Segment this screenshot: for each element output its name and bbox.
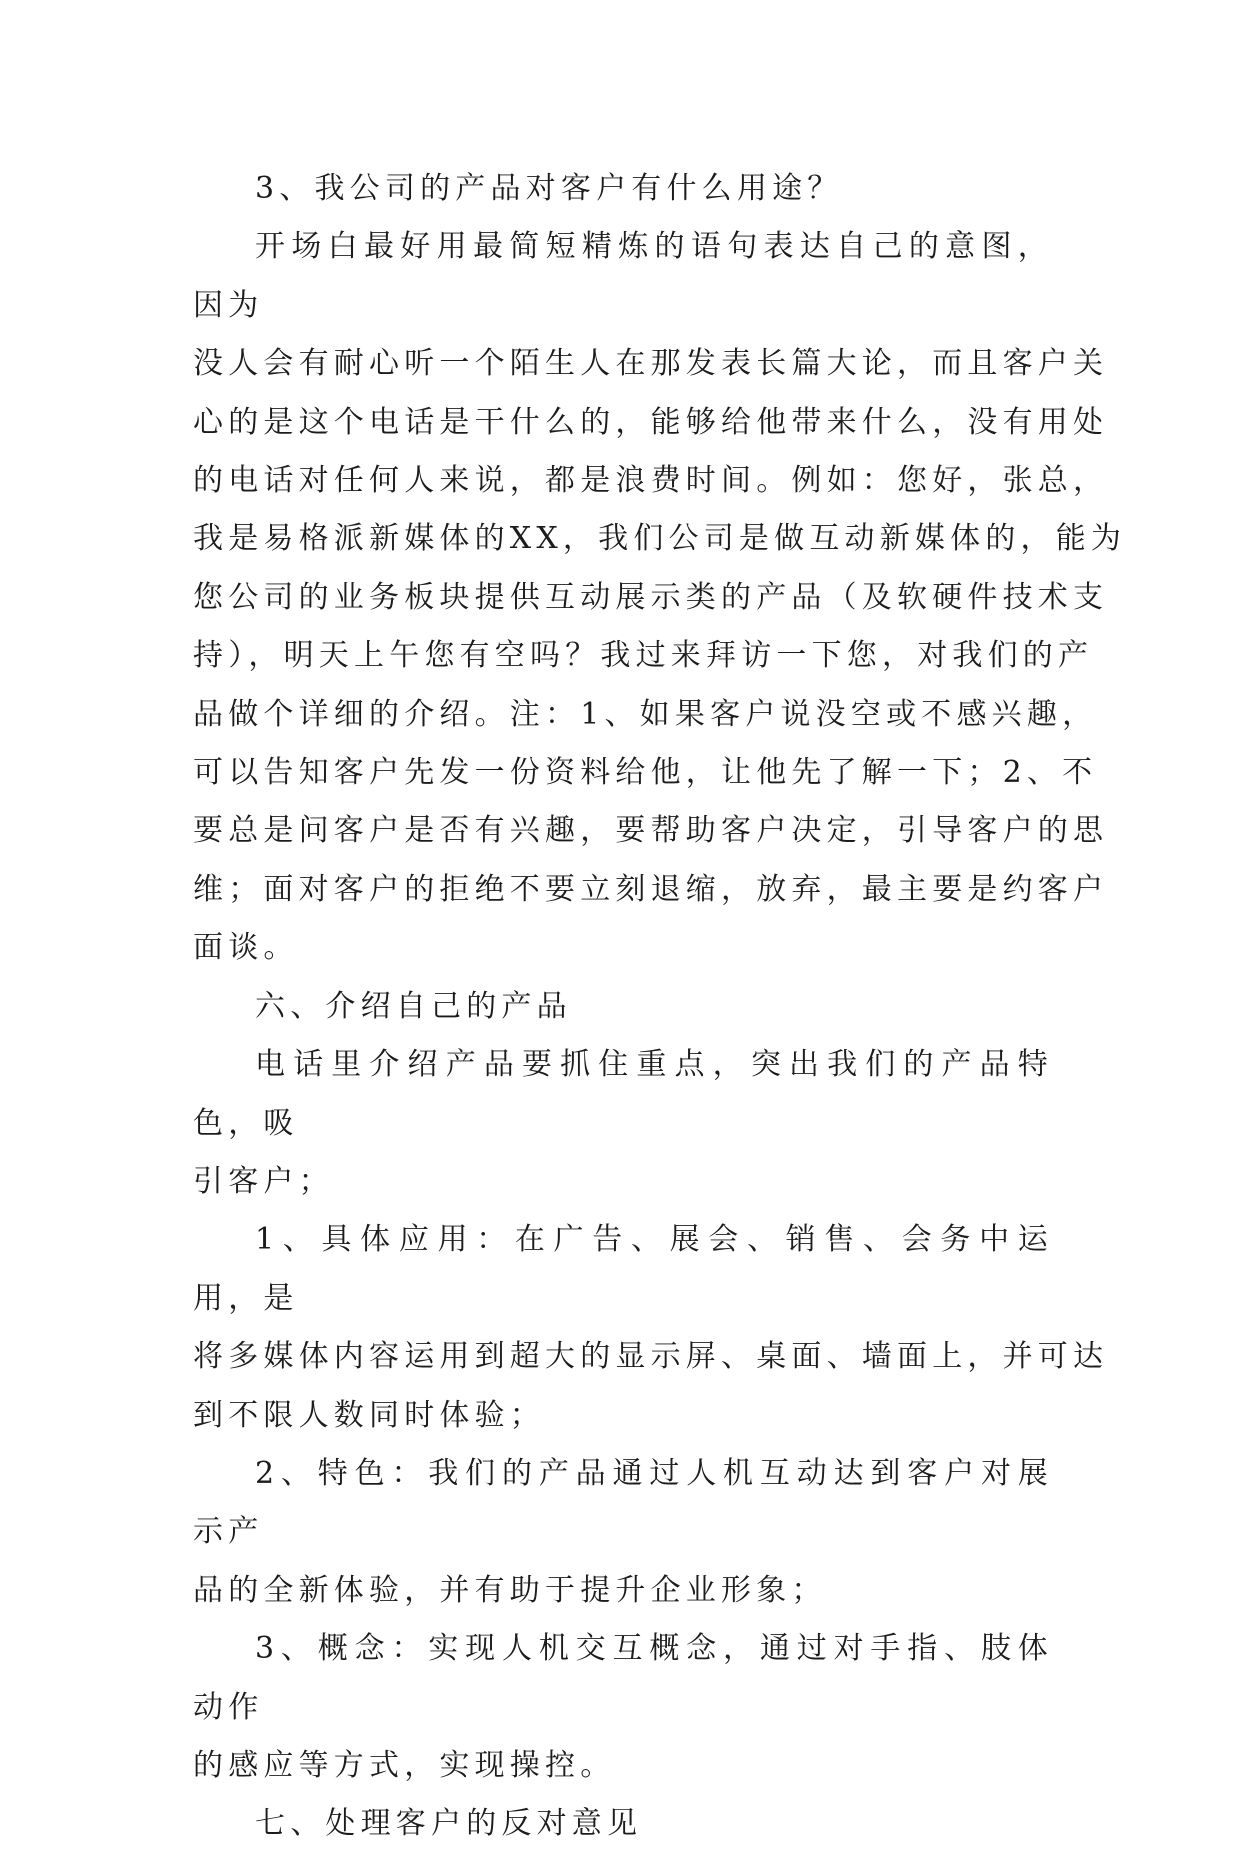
text-line: 您公司的业务板块提供互动展示类的产品（及软硬件技术支	[193, 579, 1109, 615]
text-line: 1、具体应用：在广告、展会、销售、会务中运用，是	[193, 1222, 1053, 1316]
document-body	[193, 160, 1127, 1854]
text-line: 可以告知客户先发一份资料给他，让他先了解一下；2、不	[193, 755, 1098, 791]
paragraph-concept	[193, 1620, 1053, 1795]
paragraph-application	[193, 1211, 1109, 1445]
text-line: 品做个详细的介绍。注：1、如果客户说没空或不感兴趣，	[193, 696, 1098, 732]
paragraph-phone-intro	[193, 1036, 1053, 1211]
text-line: 我是易格派新媒体的XX，我们公司是做互动新媒体的，能为	[193, 521, 1127, 557]
text-line: 3、概念：实现人机交互概念，通过对手指、肢体动作	[193, 1631, 1053, 1725]
paragraph-product-use-question: 3、我公司的产品对客户有什么用途？	[255, 171, 843, 206]
text-line: 电话里介绍产品要抓住重点，突出我们的产品特色，吸	[193, 1047, 1053, 1141]
text-line: 心的是这个电话是干什么的，能够给他带来什么，没有用处	[193, 404, 1109, 440]
text-line: 开场白最好用最简短精炼的语句表达自己的意图，因为	[193, 229, 1053, 323]
text-line: 引客户；	[193, 1163, 334, 1199]
paragraph-features	[193, 1445, 1053, 1620]
text-line: 维；面对客户的拒绝不要立刻退缩，放弃，最主要是约客户	[193, 871, 1109, 907]
text-line: 到不限人数同时体验；	[193, 1397, 545, 1433]
text-line: 没人会有耐心听一个陌生人在那发表长篇大论，而且客户关	[193, 346, 1109, 382]
paragraph-opening-remarks	[193, 218, 1127, 977]
text-line: 面谈。	[193, 930, 299, 966]
text-line: 品的全新体验，并有助于提升企业形象；	[193, 1572, 827, 1608]
text-line: 将多媒体内容运用到超大的显示屏、桌面、墙面上，并可达	[193, 1339, 1109, 1375]
text-line: 的电话对任何人来说，都是浪费时间。例如：您好，张总，	[193, 463, 1109, 499]
section-heading-introduce-product: 六、介绍自己的产品	[255, 988, 572, 1024]
text-line: 持），明天上午您有空吗？我过来拜访一下您，对我们的产	[193, 638, 1094, 674]
section-heading-handle-objections: 七、处理客户的反对意见	[255, 1806, 643, 1842]
text-line: 要总是问客户是否有兴趣，要帮助客户决定，引导客户的思	[193, 813, 1109, 849]
text-line: 的感应等方式，实现操控。	[193, 1747, 616, 1783]
text-line: 2、特色：我们的产品通过人机互动达到客户对展示产	[193, 1455, 1053, 1550]
